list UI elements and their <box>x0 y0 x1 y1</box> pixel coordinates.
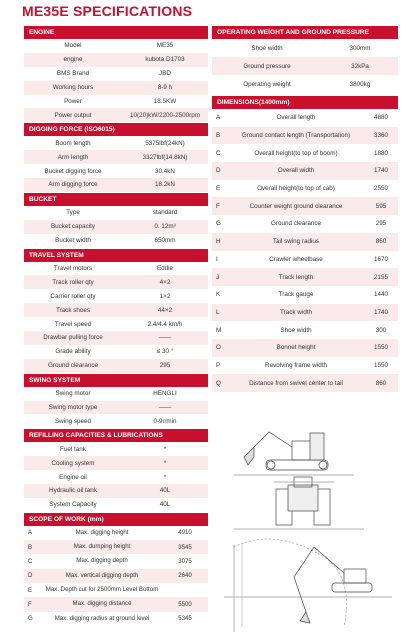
row-key: F <box>28 600 32 608</box>
row-label: Fuel tank <box>60 445 86 453</box>
dimensions-header: DIMENSIONS(1400mm) <box>212 96 398 109</box>
row-value: HENGLI <box>153 390 177 398</box>
row-label: Power <box>64 98 82 105</box>
row-key: D <box>28 572 33 580</box>
row-key: G <box>28 615 33 623</box>
travel-header: TRAVEL SYSTEM <box>24 249 208 262</box>
row-label: System Capacity <box>49 501 97 509</box>
row-key: P <box>216 361 221 369</box>
dimension-row <box>212 127 398 145</box>
row-value: 0-9r/min <box>153 417 177 425</box>
spec-row <box>24 303 208 317</box>
row-label: Ground clearance <box>47 362 99 370</box>
row-value: 2.4/4.4 km/h <box>147 320 183 328</box>
row-value: 4×2 <box>159 278 171 286</box>
row-key: Q <box>216 379 221 387</box>
row-label: Track shoes <box>55 306 91 314</box>
row-label: Max. digging height <box>75 528 129 536</box>
page-title: ME35E SPECIFICATIONS <box>22 3 193 19</box>
spec-row <box>24 289 208 303</box>
row-value: 40L <box>159 487 171 495</box>
row-value: 8-9 h <box>157 84 173 92</box>
row-value: 295 <box>375 220 387 228</box>
row-label: Cooling system <box>51 459 95 467</box>
row-key: B <box>216 132 221 140</box>
row-key: H <box>216 238 221 246</box>
row-label: Bucket width <box>55 237 91 245</box>
row-value: 650mm <box>154 237 176 245</box>
row-label: BMS Brand <box>56 70 90 78</box>
spec-row <box>24 401 208 415</box>
row-label: Tail swing radius <box>272 238 320 246</box>
row-label: Grade ability <box>55 348 91 356</box>
bucket-header: BUCKET <box>24 193 208 206</box>
row-value: 30.4kN <box>155 167 175 175</box>
row-label: Track width <box>280 308 312 316</box>
spec-row <box>24 95 208 109</box>
row-label: Overall length <box>276 114 316 122</box>
spec-row <box>24 220 208 234</box>
row-label: Track length <box>278 273 314 281</box>
dimension-row <box>212 374 398 392</box>
row-value: 44×2 <box>157 306 173 314</box>
dimension-row <box>212 304 398 322</box>
row-label: Swing speed <box>54 417 92 425</box>
digging-force-section <box>24 123 208 192</box>
dimension-row <box>212 339 398 357</box>
spec-row <box>24 108 208 122</box>
row-label: Overall height(to top of cab) <box>257 185 335 193</box>
dimension-row <box>212 215 398 233</box>
row-value: 18.5KW <box>153 98 177 105</box>
row-label: Max. digging radius at ground level <box>54 614 150 622</box>
row-label: Drawbar pulling force <box>43 334 103 342</box>
row-value: 3327lbf(14.8kN) <box>142 153 188 161</box>
bucket-section <box>24 193 208 248</box>
scope-of-work-section <box>24 513 208 626</box>
row-label: Bucket digging force <box>44 167 102 175</box>
row-label: Max. Depth cut for 2500mm Level Bottom <box>45 585 159 593</box>
excavator-drawings <box>214 427 398 637</box>
dimension-row <box>212 233 398 251</box>
spec-row <box>24 81 208 95</box>
row-key: C <box>28 558 33 566</box>
row-key: K <box>216 291 221 299</box>
row-value: 3545 <box>178 543 192 551</box>
row-value: 1740 <box>373 308 388 316</box>
row-label: Arm digging force <box>48 181 98 189</box>
dimensions-section <box>212 96 398 392</box>
row-label: Shoe width <box>280 326 312 334</box>
row-key: B <box>28 543 33 551</box>
spec-row <box>24 206 208 220</box>
row-value: kubota D1703 <box>145 56 185 64</box>
row-label: Ground contact length (Transportation) <box>241 132 351 140</box>
row-key: E <box>28 586 33 594</box>
row-label: engine <box>63 56 83 64</box>
row-label: Bucket capacity <box>50 223 96 231</box>
row-value: ≤ 30 ° <box>156 348 174 356</box>
row-label: Ground pressure <box>243 62 291 70</box>
scope-row <box>24 554 208 568</box>
right-column <box>212 26 398 392</box>
row-value: 4880 <box>373 114 388 122</box>
refilling-header: REFILLING CAPACITIES & LUBRICATIONS <box>24 429 208 442</box>
row-key: O <box>216 344 221 352</box>
row-label: Crawler wheelbase <box>269 255 323 263</box>
row-value: 10(20)kW/2200-2500rpm <box>129 111 200 119</box>
spec-row <box>24 234 208 248</box>
row-value: 32kPa <box>351 62 369 70</box>
scope-row <box>24 569 208 583</box>
digging_force-header: DIGGING FORCE (ISO6015) <box>24 123 208 136</box>
spec-row <box>24 275 208 289</box>
row-label: Ground clearance <box>270 220 322 228</box>
spec-row <box>212 39 398 57</box>
spec-row <box>24 345 208 359</box>
refilling-section <box>24 429 208 511</box>
row-value: 1440 <box>373 291 388 299</box>
row-value: standard <box>152 209 178 217</box>
row-value: 1×2 <box>159 292 171 300</box>
dimension-row <box>212 251 398 269</box>
row-label: Revolving frame width <box>265 361 327 369</box>
row-value: 860 <box>375 379 387 387</box>
engine-header: ENGINE <box>24 26 208 39</box>
spec-row <box>24 136 208 150</box>
swing-header: SWING SYSTEM <box>24 374 208 387</box>
row-key: A <box>216 114 221 122</box>
row-value: Eddie <box>156 265 174 273</box>
left-column <box>24 26 208 626</box>
spec-row <box>24 414 208 428</box>
row-label: Boom length <box>55 139 91 147</box>
row-value: ME35 <box>156 42 174 50</box>
spec-row <box>24 164 208 178</box>
travel-system-section <box>24 249 208 373</box>
spec-row <box>212 75 398 93</box>
scope-row <box>24 583 208 597</box>
row-value: 860 <box>375 238 387 246</box>
front-view-drawing <box>234 477 364 529</box>
row-key: M <box>216 326 222 334</box>
row-label: Max. vertical digging depth <box>65 571 139 579</box>
row-label: Travel speed <box>54 320 92 328</box>
row-value: 295 <box>159 362 171 370</box>
dimension-row <box>212 286 398 304</box>
scope-header: SCOPE OF WORK (mm) <box>24 513 208 526</box>
row-value: * <box>163 445 167 453</box>
scope-row <box>24 612 208 626</box>
dimension-row <box>212 357 398 375</box>
row-label: Model <box>64 42 82 50</box>
row-key: D <box>216 167 221 175</box>
row-value: 1740 <box>373 167 388 175</box>
row-label: Distance from swivel center to tail <box>249 379 343 387</box>
row-value: 2155 <box>373 273 388 281</box>
row-value: 4910 <box>178 529 192 537</box>
row-label: Track roller qty <box>52 278 94 286</box>
row-value: 1550 <box>373 344 388 352</box>
spec-row <box>24 150 208 164</box>
operating-weight-section <box>212 26 398 93</box>
row-value: 595 <box>375 202 387 210</box>
dimension-row <box>212 197 398 215</box>
row-value: 18.2kN <box>155 181 175 189</box>
row-value: 1670 <box>373 255 388 263</box>
dimension-row <box>212 162 398 180</box>
row-value: JBD <box>159 70 171 78</box>
row-label: Max. dumping height <box>73 543 131 551</box>
side-view-drawing <box>234 432 354 475</box>
row-value: 0. 12m³ <box>154 223 176 231</box>
row-value: 3800kg <box>349 80 371 88</box>
row-value: —— <box>158 334 172 342</box>
row-value: 5375lbf(24kN) <box>145 139 185 147</box>
row-value: 300mm <box>349 44 371 52</box>
row-value: * <box>163 459 167 467</box>
dimension-row <box>212 321 398 339</box>
row-label: Bonnet height <box>276 344 316 352</box>
row-label: Arm length <box>57 153 89 161</box>
spec-row <box>24 67 208 81</box>
row-value: * <box>163 473 167 481</box>
scope-row <box>24 526 208 540</box>
row-label: Working hours <box>52 84 94 92</box>
row-label: Operating weight <box>243 80 291 88</box>
row-label: Type <box>66 209 80 217</box>
row-value: 5345 <box>178 615 192 623</box>
row-label: Hydraulic oil tank <box>49 487 97 495</box>
row-value: 3360 <box>373 132 388 140</box>
row-label: Overall height(to top of boom) <box>254 149 338 157</box>
spec-row <box>24 53 208 67</box>
row-label: Swing motor type <box>48 404 98 412</box>
spec-row <box>212 57 398 75</box>
row-value: 5500 <box>178 600 192 608</box>
spec-row <box>24 39 208 53</box>
dimension-row <box>212 180 398 198</box>
spec-row <box>24 317 208 331</box>
row-key: A <box>28 529 33 537</box>
row-label: Swing motor <box>55 390 91 398</box>
row-label: Shoe width <box>251 44 283 52</box>
engine-section <box>24 26 208 122</box>
row-value: 2550 <box>373 185 388 193</box>
row-value: 40L <box>159 501 171 509</box>
row-value: 1550 <box>373 361 388 369</box>
row-value: —— <box>158 404 172 412</box>
row-key: C <box>216 149 221 157</box>
operating-header: OPERATING WEIGHT AND GROUND PRESSURE <box>212 26 398 39</box>
row-value: 2640 <box>178 572 192 580</box>
spec-row <box>24 387 208 401</box>
row-label: Carrier roller qty <box>50 292 96 300</box>
spec-row <box>24 456 208 470</box>
scope-row <box>24 540 208 554</box>
row-value: 1880 <box>373 149 388 157</box>
row-value: 3075 <box>178 558 192 566</box>
row-key: G <box>216 220 221 228</box>
spec-row <box>24 470 208 484</box>
row-value: 300 <box>375 326 387 334</box>
row-key: F <box>216 202 220 210</box>
row-label: Power output <box>54 111 92 119</box>
row-key: L <box>216 308 220 316</box>
spec-row <box>24 484 208 498</box>
spec-row <box>24 359 208 373</box>
scope-row <box>24 597 208 611</box>
dimension-row <box>212 109 398 127</box>
spec-row <box>24 442 208 456</box>
row-label: Engine oil <box>59 473 87 481</box>
row-key: I <box>216 255 218 263</box>
spec-row <box>24 498 208 512</box>
row-label: Max. digging distance <box>72 600 132 608</box>
excavator-line-drawings <box>214 427 398 637</box>
row-label: Overall width <box>277 167 315 175</box>
row-key: E <box>216 185 221 193</box>
swing-system-section <box>24 374 208 429</box>
spec-row <box>24 331 208 345</box>
row-label: Travel motors <box>53 265 93 273</box>
row-label: Max. digging depth <box>76 557 128 565</box>
row-label: Track gauge <box>278 291 314 299</box>
spec-row <box>24 178 208 192</box>
row-label: Counter weight ground clearance <box>249 202 343 210</box>
spec-row <box>24 262 208 276</box>
working-range-drawing <box>224 539 392 632</box>
dimension-row <box>212 268 398 286</box>
dimension-row <box>212 144 398 162</box>
row-key: J <box>216 273 220 281</box>
